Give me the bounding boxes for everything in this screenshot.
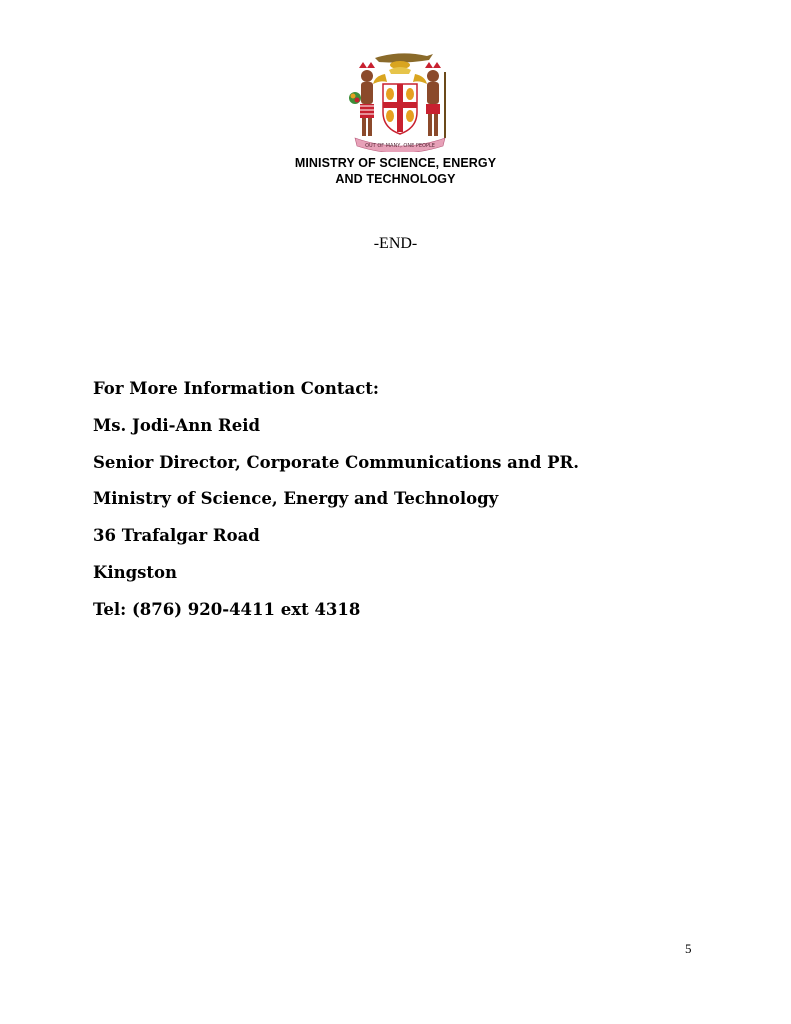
ministry-name-heading xyxy=(0,155,791,187)
contact-city: Kingston xyxy=(93,562,178,582)
ministry-name-line-2: AND TECHNOLOGY xyxy=(335,172,456,186)
contact-address: 36 Trafalgar Road xyxy=(93,526,260,546)
page-number: 5 xyxy=(685,941,692,956)
contact-organization: Ministry of Science, Energy and Technology xyxy=(93,489,499,509)
end-marker: -END- xyxy=(373,235,418,252)
contact-name: Ms. Jodi-Ann Reid xyxy=(93,415,261,435)
contact-phone: Tel: (876) 920-4411 ext 4318 xyxy=(93,599,361,619)
contact-title: Senior Director, Corporate Communications and PR. xyxy=(93,452,579,472)
ministry-name-line-1: MINISTRY OF SCIENCE, ENERGY xyxy=(294,156,497,170)
contact-information-block xyxy=(93,378,579,636)
svg-text:OUT OF MANY, ONE PEOPLE: OUT OF MANY, ONE PEOPLE xyxy=(365,143,435,149)
contact-heading: For More Information Contact: xyxy=(93,379,379,398)
jamaica-coat-of-arms-icon xyxy=(345,48,455,152)
